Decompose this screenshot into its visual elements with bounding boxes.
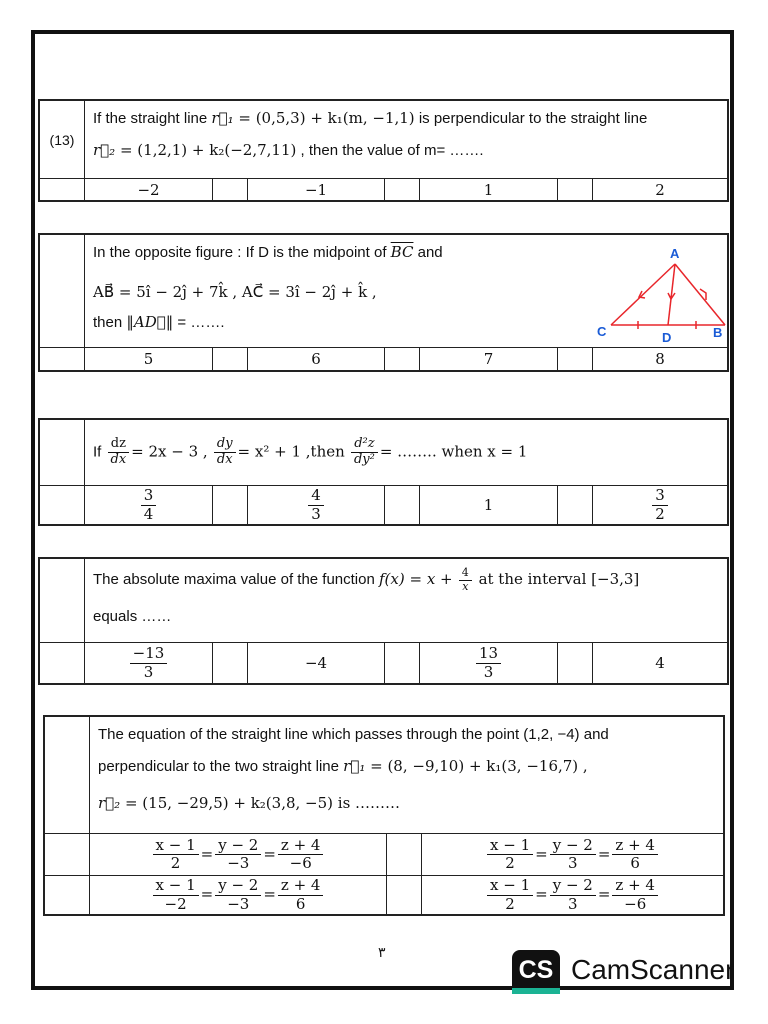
option-marker[interactable] — [40, 179, 85, 201]
option-b[interactable]: −1 — [248, 179, 385, 201]
question-text: The absolute maxima value of the function f(x) = x + $\frac{4}{x}$ at the interval [−3,3] equals …… — [85, 559, 728, 643]
question-text: In the opposite figure : If D is the midpoint of $\overline{BC}$ and AB⃗ = 5î − 2ĵ + 7k̂ , AC⃗ = 3î − 2ĵ + k̂ , then ‖AD⃗‖ = ……. A C D B — [85, 235, 728, 348]
option-c[interactable]: 1 — [420, 486, 558, 525]
option-marker[interactable] — [387, 876, 422, 915]
page-number: ٣ — [378, 944, 386, 960]
question-number — [45, 717, 90, 834]
option-marker[interactable] — [40, 643, 85, 684]
camscanner-watermark: CamScanner — [571, 954, 735, 985]
option-b[interactable]: 6 — [248, 348, 385, 371]
option-marker[interactable] — [40, 348, 85, 371]
option-a[interactable]: $\frac{x - 1}{2}$ = $\frac{y - 2}{-3}$ = $\frac{z + 4}{-6}$ — [90, 834, 387, 876]
side-ac — [611, 264, 675, 325]
option-c[interactable]: $\frac{x - 1}{-2}$ = $\frac{y - 2}{-3}$ = $\frac{z + 4}{6}$ — [90, 876, 387, 915]
question-15 — [38, 418, 729, 526]
question-number — [40, 420, 85, 486]
option-marker[interactable] — [40, 486, 85, 525]
option-marker[interactable] — [213, 486, 248, 525]
option-a[interactable]: −2 — [85, 179, 213, 201]
question-text: If the straight line r⃗₁ = (0,5,3) + k₁(m, −1,1) is perpendicular to the straight line r⃗₂ = (1,2,1) + k₂(−2,7,11) , then the value of m= ……. — [85, 101, 728, 179]
option-d[interactable]: $\frac{x - 1}{2}$ = $\frac{y - 2}{3}$ = $\frac{z + 4}{-6}$ — [422, 876, 724, 915]
question-number — [40, 559, 85, 643]
option-d[interactable]: $\frac{3}{2}$ — [593, 486, 728, 525]
option-d[interactable]: 2 — [593, 179, 728, 201]
option-marker[interactable] — [385, 179, 420, 201]
question-17 — [43, 715, 725, 916]
option-a[interactable]: $\frac{-13}{3}$ — [85, 643, 213, 684]
option-b[interactable]: $\frac{x - 1}{2}$ = $\frac{y - 2}{3}$ = $\frac{z + 4}{6}$ — [422, 834, 724, 876]
question-16 — [38, 557, 729, 685]
option-marker[interactable] — [213, 348, 248, 371]
option-b[interactable]: $\frac{4}{3}$ — [248, 486, 385, 525]
option-marker[interactable] — [213, 179, 248, 201]
triangle-figure — [559, 241, 723, 351]
option-a[interactable]: $\frac{3}{4}$ — [85, 486, 213, 525]
question-number — [40, 235, 85, 348]
option-d[interactable]: 4 — [593, 643, 728, 684]
label-b: B — [713, 325, 723, 340]
option-marker[interactable] — [558, 179, 593, 201]
question-text: If $\frac{dz}{dx}$ = 2x − 3 , $\frac{dy}{dx}$ = x² + 1 ,then $\frac{\text{d²z}}{\text{dy²}}$ = …….. when x = 1 — [85, 420, 728, 486]
option-b[interactable]: −4 — [248, 643, 385, 684]
option-marker[interactable] — [558, 486, 593, 525]
label-a: A — [670, 246, 680, 261]
label-d: D — [662, 330, 672, 345]
option-marker[interactable] — [385, 486, 420, 525]
option-c[interactable]: 1 — [420, 179, 558, 201]
option-marker[interactable] — [385, 348, 420, 371]
option-c[interactable]: 7 — [420, 348, 558, 371]
option-marker[interactable] — [558, 643, 593, 684]
option-marker[interactable] — [45, 834, 90, 876]
question-text: The equation of the straight line which passes through the point (1,2, −4) and perpendicular to the two straight line r⃗₁ = (8, −9,10) + k₁(3, −16,7) , r⃗₂ = (15, −29,5) + k₂(3,8, −5) is ……… — [90, 717, 724, 834]
option-c[interactable]: $\frac{13}{3}$ — [420, 643, 558, 684]
question-number: (13) — [40, 101, 85, 179]
option-marker[interactable] — [387, 834, 422, 876]
option-d[interactable]: 8 — [593, 348, 728, 371]
camscanner-logo-icon: CS — [512, 950, 560, 994]
label-c: C — [597, 324, 607, 339]
question-13 — [38, 99, 729, 202]
question-14 — [38, 233, 729, 372]
side-ab — [675, 264, 725, 325]
option-marker[interactable] — [213, 643, 248, 684]
option-marker[interactable] — [45, 876, 90, 915]
option-a[interactable]: 5 — [85, 348, 213, 371]
option-marker[interactable] — [385, 643, 420, 684]
